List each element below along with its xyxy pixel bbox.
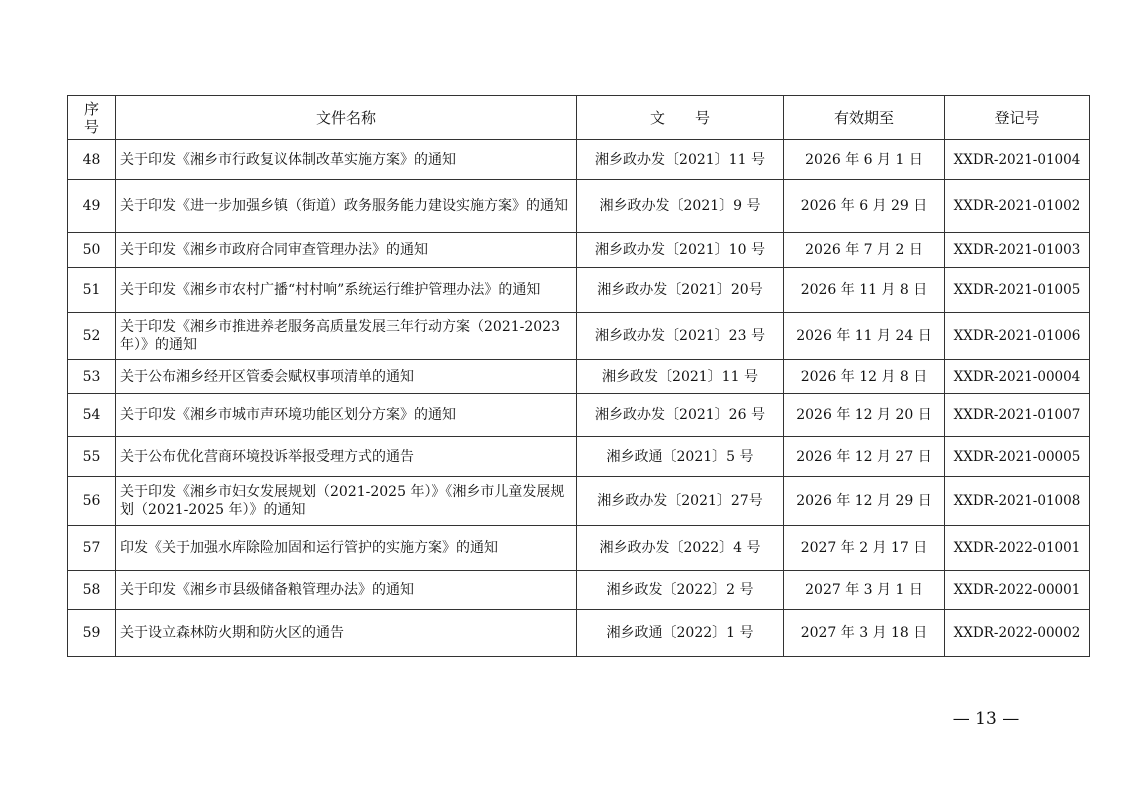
- row-valid-until: 2026 年 6 月 29 日: [784, 180, 945, 233]
- table-row: [68, 313, 1090, 360]
- row-valid-until: 2026 年 12 月 29 日: [784, 477, 945, 526]
- row-valid-until: 2026 年 11 月 8 日: [784, 268, 945, 313]
- row-valid-until: 2026 年 12 月 27 日: [784, 437, 945, 477]
- row-title: 关于印发《湘乡市城市声环境功能区划分方案》的通知: [116, 394, 577, 437]
- table-row: [68, 233, 1090, 268]
- row-valid-until: 2026 年 7 月 2 日: [784, 233, 945, 268]
- table-row: [68, 180, 1090, 233]
- header-ref: 文 号: [577, 96, 784, 140]
- row-title: 关于印发《湘乡市农村广播“村村响”系统运行维护管理办法》的通知: [116, 268, 577, 313]
- row-ref: 湘乡政办发〔2021〕10 号: [577, 233, 784, 268]
- row-title: 关于设立森林防火期和防火区的通告: [116, 610, 577, 657]
- row-ref: 湘乡政办发〔2021〕23 号: [577, 313, 784, 360]
- row-registration: XXDR-2021-01007: [945, 394, 1090, 437]
- row-registration: XXDR-2021-01003: [945, 233, 1090, 268]
- row-registration: XXDR-2021-01002: [945, 180, 1090, 233]
- table-row: [68, 526, 1090, 571]
- row-title: 关于印发《湘乡市妇女发展规划（2021-2025 年）》《湘乡市儿童发展规划（2021-2025 年）》的通知: [116, 477, 577, 526]
- row-ref: 湘乡政办发〔2021〕27号: [577, 477, 784, 526]
- row-ref: 湘乡政办发〔2021〕11 号: [577, 140, 784, 180]
- row-valid-until: 2026 年 12 月 8 日: [784, 360, 945, 394]
- row-ref: 湘乡政发〔2021〕11 号: [577, 360, 784, 394]
- header-seq: [68, 96, 116, 140]
- header-seq-line1: 序: [83, 99, 99, 118]
- row-number: 56: [68, 477, 116, 526]
- header-seq-line2: 号: [83, 117, 99, 136]
- row-number: 48: [68, 140, 116, 180]
- row-valid-until: 2027 年 3 月 1 日: [784, 571, 945, 610]
- row-valid-until: 2026 年 6 月 1 日: [784, 140, 945, 180]
- row-number: 59: [68, 610, 116, 657]
- row-ref: 湘乡政办发〔2022〕4 号: [577, 526, 784, 571]
- row-ref: 湘乡政发〔2022〕2 号: [577, 571, 784, 610]
- row-ref: 湘乡政办发〔2021〕20号: [577, 268, 784, 313]
- table-header-row: [68, 96, 1090, 140]
- row-valid-until: 2027 年 2 月 17 日: [784, 526, 945, 571]
- table-row: [68, 268, 1090, 313]
- table-row: [68, 477, 1090, 526]
- row-ref: 湘乡政办发〔2021〕9 号: [577, 180, 784, 233]
- row-valid-until: 2026 年 11 月 24 日: [784, 313, 945, 360]
- row-ref: 湘乡政通〔2022〕1 号: [577, 610, 784, 657]
- row-valid-until: 2026 年 12 月 20 日: [784, 394, 945, 437]
- row-registration: XXDR-2021-00004: [945, 360, 1090, 394]
- row-title: 关于印发《进一步加强乡镇（街道）政务服务能力建设实施方案》的通知: [116, 180, 577, 233]
- row-number: 55: [68, 437, 116, 477]
- row-title: 印发《关于加强水库除险加固和运行管护的实施方案》的通知: [116, 526, 577, 571]
- row-title: 关于公布优化营商环境投诉举报受理方式的通告: [116, 437, 577, 477]
- row-registration: XXDR-2022-00001: [945, 571, 1090, 610]
- row-registration: XXDR-2021-01004: [945, 140, 1090, 180]
- row-registration: XXDR-2021-00005: [945, 437, 1090, 477]
- row-number: 49: [68, 180, 116, 233]
- table-row: [68, 394, 1090, 437]
- row-number: 53: [68, 360, 116, 394]
- row-number: 52: [68, 313, 116, 360]
- row-title: 关于公布湘乡经开区管委会赋权事项清单的通知: [116, 360, 577, 394]
- row-number: 57: [68, 526, 116, 571]
- row-registration: XXDR-2021-01006: [945, 313, 1090, 360]
- row-ref: 湘乡政通〔2021〕5 号: [577, 437, 784, 477]
- table-row: [68, 571, 1090, 610]
- row-title: 关于印发《湘乡市政府合同审查管理办法》的通知: [116, 233, 577, 268]
- table-row: [68, 360, 1090, 394]
- row-number: 50: [68, 233, 116, 268]
- row-number: 58: [68, 571, 116, 610]
- header-valid-until: 有效期至: [784, 96, 945, 140]
- table-row: [68, 437, 1090, 477]
- row-registration: XXDR-2022-01001: [945, 526, 1090, 571]
- table-row: [68, 610, 1090, 657]
- row-number: 51: [68, 268, 116, 313]
- table-row: [68, 140, 1090, 180]
- row-number: 54: [68, 394, 116, 437]
- row-valid-until: 2027 年 3 月 18 日: [784, 610, 945, 657]
- row-title: 关于印发《湘乡市行政复议体制改革实施方案》的通知: [116, 140, 577, 180]
- row-ref: 湘乡政办发〔2021〕26 号: [577, 394, 784, 437]
- page-number: — 13 —: [952, 709, 1020, 729]
- header-registration: 登记号: [945, 96, 1090, 140]
- row-title: 关于印发《湘乡市县级储备粮管理办法》的通知: [116, 571, 577, 610]
- row-registration: XXDR-2021-01005: [945, 268, 1090, 313]
- row-title: 关于印发《湘乡市推进养老服务高质量发展三年行动方案（2021-2023 年）》的通知: [116, 313, 577, 360]
- header-title: 文件名称: [116, 96, 577, 140]
- row-registration: XXDR-2021-01008: [945, 477, 1090, 526]
- document-table: [67, 95, 1090, 657]
- row-registration: XXDR-2022-00002: [945, 610, 1090, 657]
